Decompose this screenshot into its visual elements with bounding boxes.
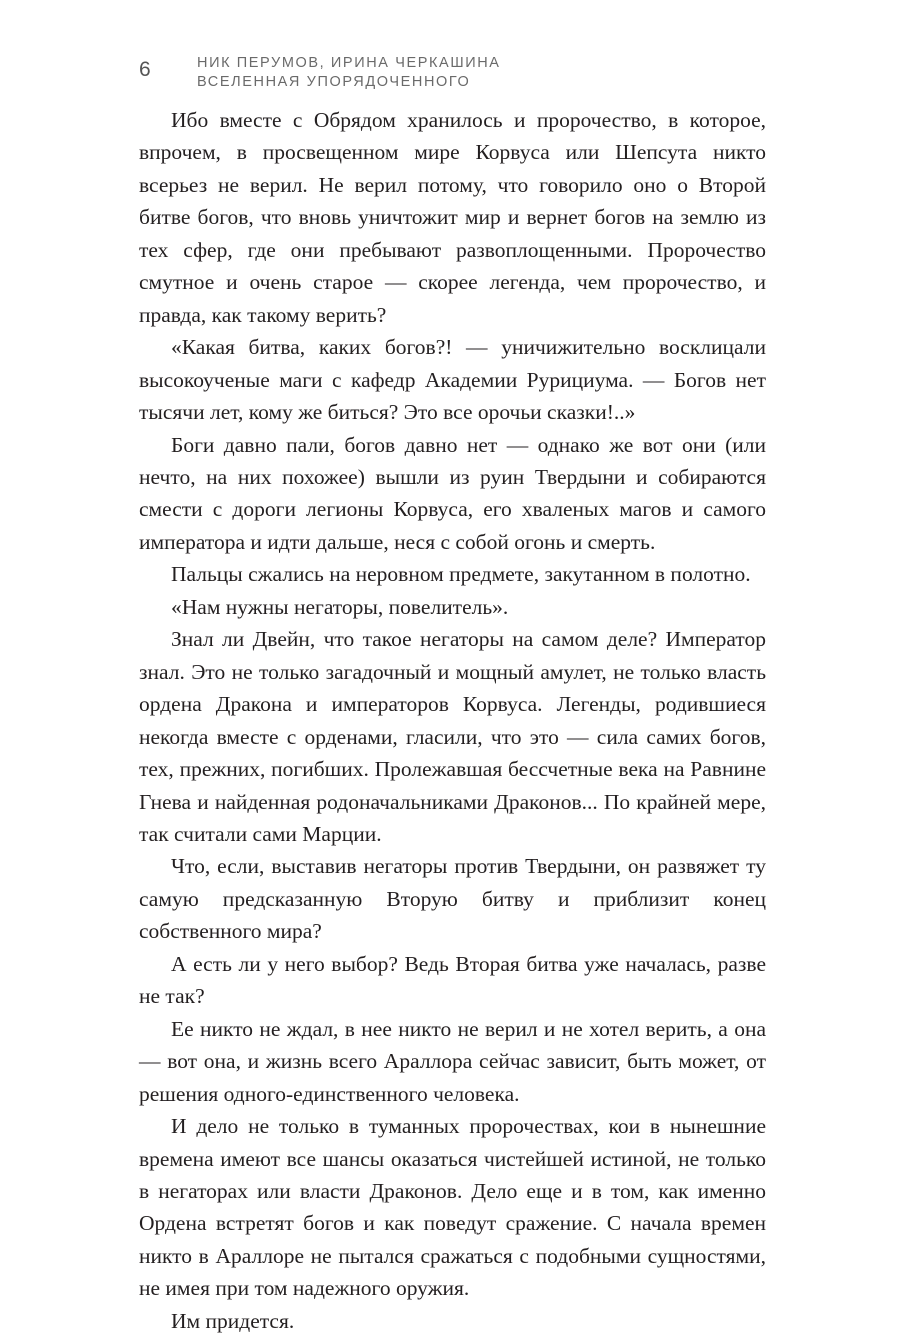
running-head <box>197 54 501 92</box>
running-head-title: ВСЕЛЕННАЯ УПОРЯДОЧЕННОГО <box>197 74 471 90</box>
paragraph: Что, если, выставив негаторы против Твердыни, он развяжет ту самую предсказанную Вторую битву и приблизит конец собственного мира? <box>139 854 766 944</box>
paragraph: Боги давно пали, богов давно нет — однако же вот они (или нечто, на них похожее) вышли из руин Твердыни и собираются смести с дороги легионы Корвуса, его хваленых магов и самого императора и идти дальше, неся с собой огонь и смерть. <box>139 432 766 554</box>
running-head-authors: НИК ПЕРУМОВ, ИРИНА ЧЕРКАШИНА <box>197 55 501 71</box>
paragraph: Им придется. <box>171 1308 295 1333</box>
paragraph: Ее никто не ждал, в нее никто не верил и не хотел верить, а она — вот она, и жизнь всего Араллора сейчас зависит, быть может, от решения одного-единственного человека. <box>139 1016 766 1106</box>
paragraph: Знал ли Двейн, что такое негаторы на самом деле? Император знал. Это не только загадочный и мощный амулет, не только власть ордена Дракона и императоров Корвуса. Легенды, родившиеся некогда вместе с орденами, гласили, что это — сила самих богов, тех, прежних, погибших. Пролежавшая бессчетные века на Равнине Гнева и найденная родоначальниками Драконов... По крайней мере, так считали сами Марции. <box>139 627 766 846</box>
paragraph: И дело не только в туманных пророчествах, кои в нынешние времена имеют все шансы оказаться чистейшей истиной, не только в негаторах или власти Драконов. Дело еще и в том, как именно Ордена встретят богов и как поведут сражение. С начала времен никто в Араллоре не пытался сражаться с подобными сущностями, не имея при том надежного оружия. <box>139 1114 766 1301</box>
paragraph: «Какая битва, каких богов?! — уничижительно восклицали высокоученые маги с кафедр Академии Рурициума. — Богов нет тысячи лет, кому же биться? Это все орочьи сказки!..» <box>139 335 766 425</box>
paragraph: А есть ли у него выбор? Ведь Вторая битва уже началась, разве не так? <box>139 951 766 1009</box>
paragraph: «Нам нужны негаторы, повелитель». <box>171 594 509 619</box>
page-number: 6 <box>139 58 151 81</box>
body-text <box>139 104 766 1337</box>
paragraph: Ибо вместе с Обрядом хранилось и пророчество, в которое, впрочем, в просвещенном мире Корвуса или Шепсута никто всерьез не верил. Не верил потому, что говорило оно о Второй битве богов, что вновь уничтожит мир и вернет богов на землю из тех сфер, где они пребывают развоплощенными. Пророчество смутное и очень старое — скорее легенда, чем пророчество, и правда, как такому верить? <box>139 108 766 327</box>
paragraph: Пальцы сжались на неровном предмете, закутанном в полотно. <box>171 562 751 587</box>
